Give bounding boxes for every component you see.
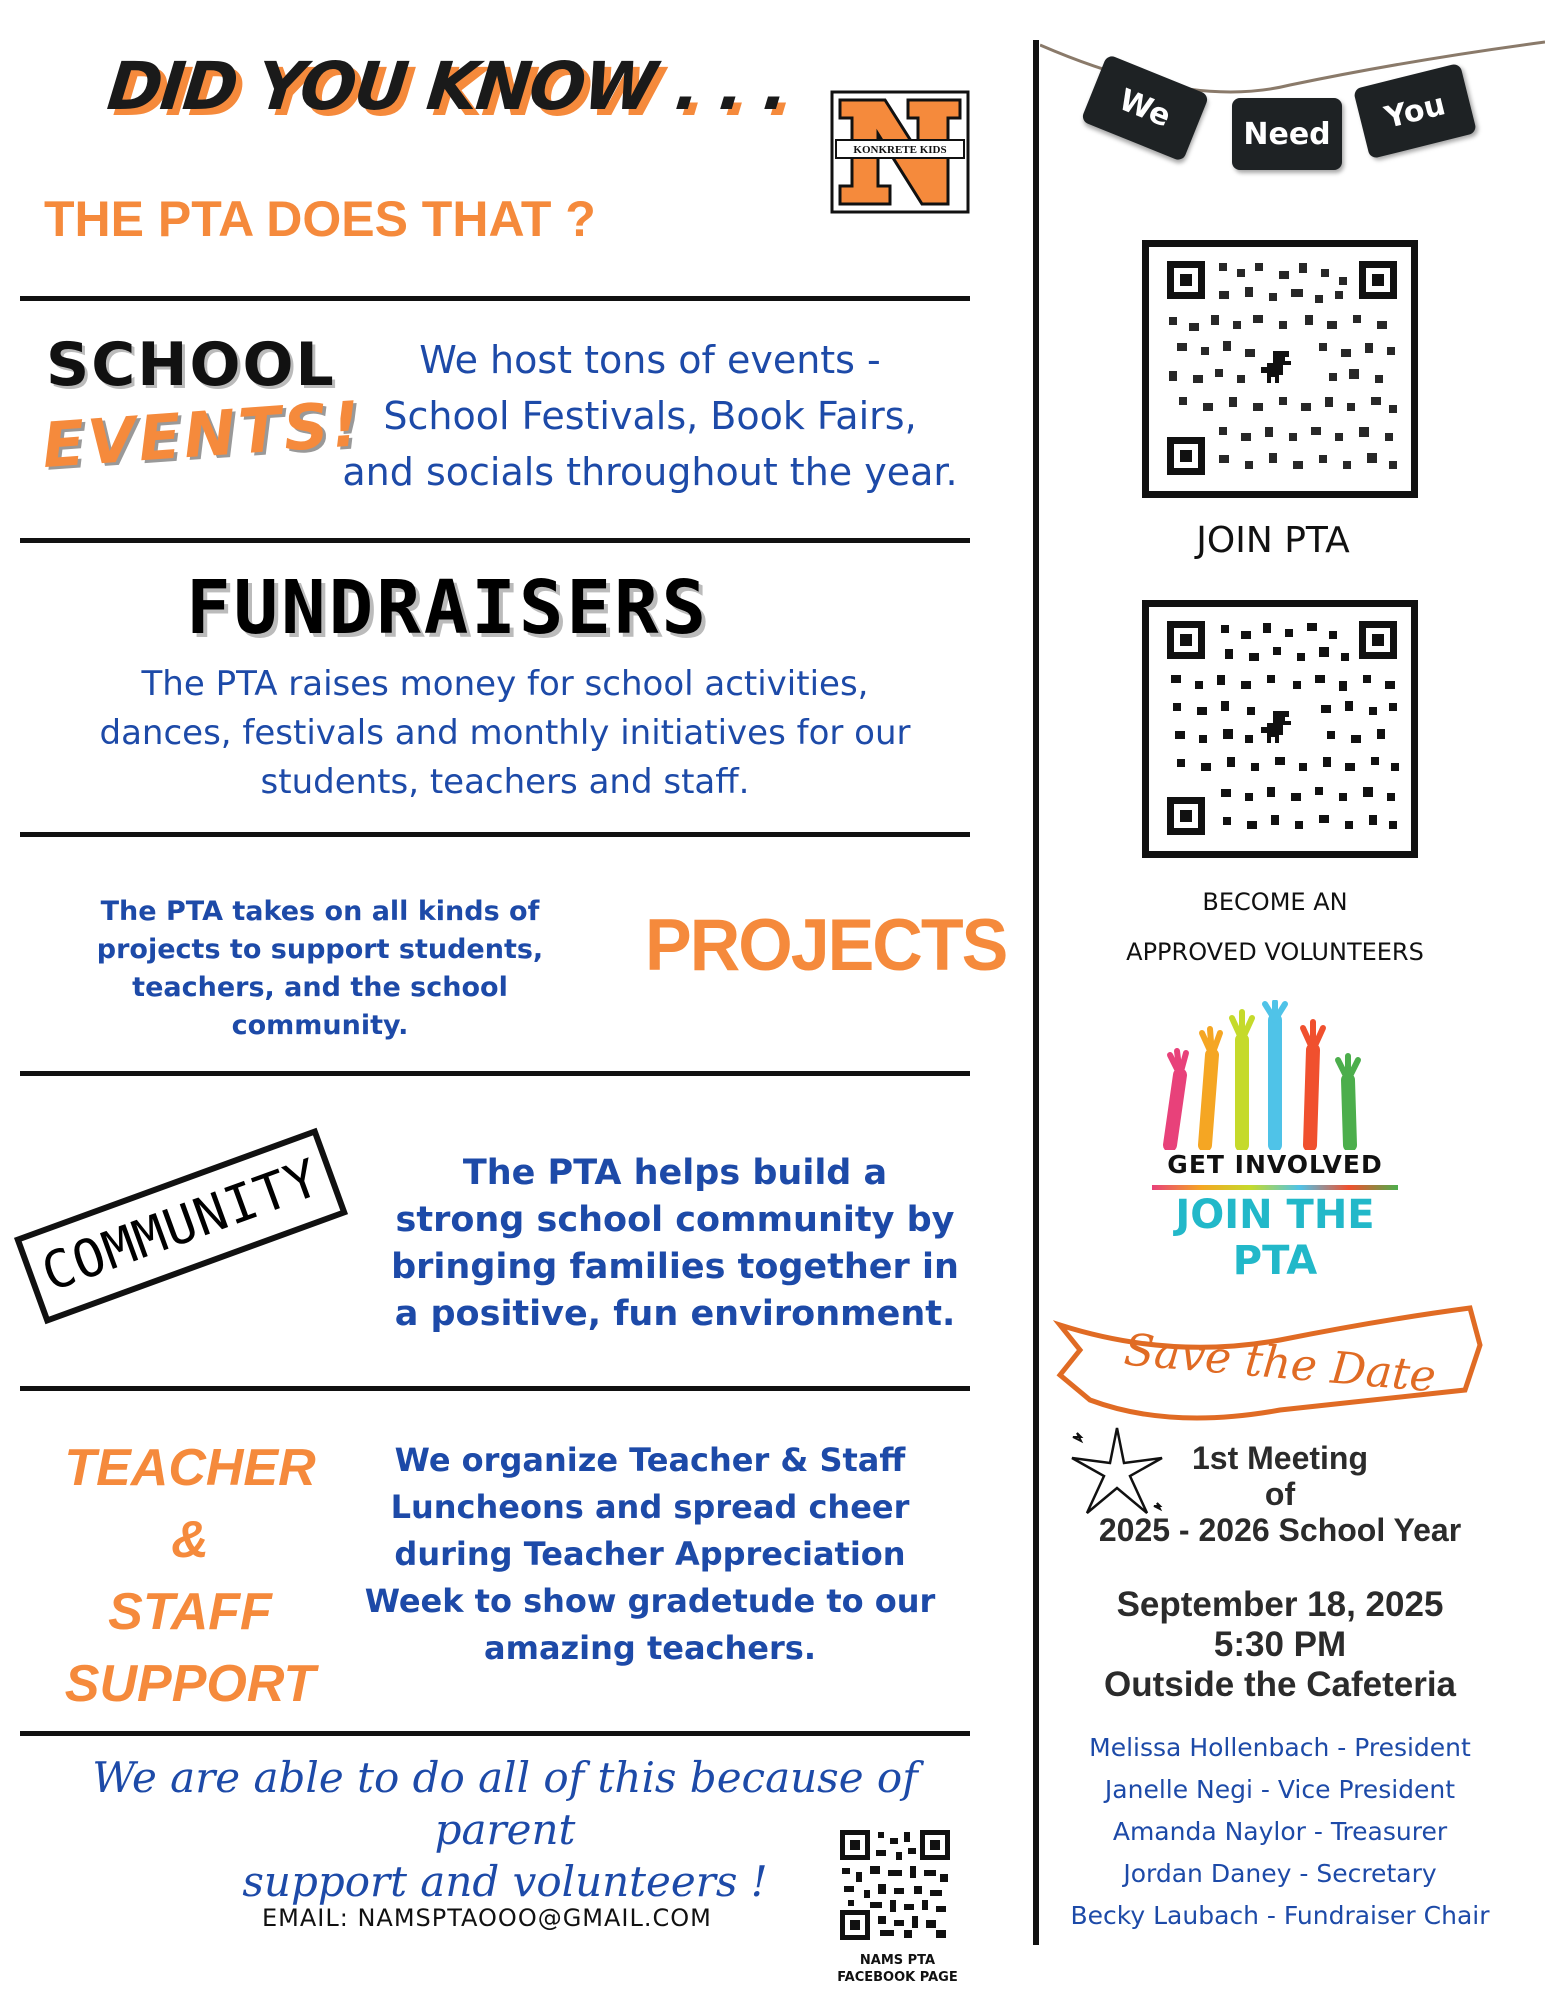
volunteer-label-line: BECOME AN: [1202, 888, 1348, 916]
teacher-staff-heading: [40, 1432, 340, 1720]
tag-you-text: You: [1381, 86, 1449, 136]
officer-item: Amanda Naylor - Treasurer: [1112, 1817, 1448, 1846]
projects-line: The PTA takes on all kinds of: [100, 896, 540, 927]
join-pta-label: JOIN PTA: [1196, 520, 1350, 561]
officers-list: [1060, 1727, 1500, 1937]
teacher-support-line: We organize Teacher & Staff: [394, 1441, 906, 1479]
facebook-qr-code[interactable]: [840, 1830, 950, 1940]
meeting-time: 5:30 PM: [1213, 1625, 1347, 1664]
get-involved-text: GET INVOLVED: [1167, 1150, 1383, 1179]
rainbow-bar: [1152, 1185, 1398, 1190]
pta-does-that-subtitle: THE PTA DOES THAT ?: [44, 191, 596, 247]
community-line: strong school community by: [395, 1200, 955, 1240]
join-pta-qr-code[interactable]: [1142, 240, 1418, 498]
school-heading: SCHOOL: [46, 330, 336, 400]
logo-text: KONKRETE KIDS: [853, 144, 947, 156]
officer-item: Melissa Hollenbach - President: [1089, 1733, 1471, 1762]
column-divider: [1033, 40, 1039, 1945]
projects-line: community.: [231, 1010, 409, 1041]
tag-need: [1232, 98, 1342, 170]
qr-pattern: [1149, 247, 1411, 491]
meeting-title: [1060, 1440, 1500, 1548]
we-need-you-banner: [1040, 30, 1545, 160]
projects-text: [70, 893, 570, 1045]
fb-caption-line: FACEBOOK PAGE: [837, 1970, 958, 1985]
email-address[interactable]: EMAIL: NAMSPTAOOO@GMAIL.COM: [262, 1904, 712, 1932]
fundraisers-text: [40, 660, 970, 807]
fundraisers-line: students, teachers and staff.: [260, 762, 750, 802]
tag-we-text: We: [1114, 81, 1176, 135]
meeting-details: [1060, 1585, 1500, 1705]
fundraisers-heading: FUNDRAISERS: [186, 565, 710, 651]
school-events-line: School Festivals, Book Fairs,: [383, 394, 917, 438]
community-badge: [14, 1128, 348, 1325]
konkrete-kids-logo: [830, 90, 970, 214]
officer-item: Janelle Negi - Vice President: [1104, 1775, 1456, 1804]
teacher-heading-line: SUPPORT: [64, 1655, 316, 1713]
projects-heading: PROJECTS: [645, 904, 1007, 986]
divider-6: [20, 1731, 970, 1736]
fb-caption-line: NAMS PTA: [859, 1953, 936, 1968]
teacher-heading-line: STAFF: [108, 1583, 272, 1641]
divider-1: [20, 296, 970, 301]
teacher-support-line: Week to show gradetude to our: [364, 1582, 936, 1620]
meeting-title-line: 2025 - 2026 School Year: [1098, 1512, 1462, 1548]
community-line: a positive, fun environment.: [394, 1294, 956, 1334]
projects-line: projects to support students,: [96, 934, 544, 965]
qr-pattern: [1149, 607, 1411, 851]
projects-line: teachers, and the school: [132, 972, 508, 1003]
officer-item: Jordan Daney - Secretary: [1123, 1859, 1437, 1888]
community-heading: COMMUNITY: [34, 1148, 328, 1304]
volunteer-label: [1090, 877, 1460, 977]
teacher-support-line: during Teacher Appreciation: [394, 1535, 906, 1573]
community-line: bringing families together in: [391, 1247, 959, 1287]
community-line: The PTA helps build a: [462, 1153, 888, 1193]
thank-you-line: We are able to do all of this because of parent: [92, 1753, 918, 1854]
tag-need-text: Need: [1243, 116, 1331, 152]
save-the-date-text: Save the Date: [1122, 1324, 1438, 1403]
did-you-know-heading: DID YOU KNOW . . .: [103, 48, 791, 125]
dino-icon: [1261, 351, 1291, 383]
facebook-page-caption: [815, 1952, 980, 1986]
teacher-support-line: amazing teachers.: [484, 1629, 816, 1667]
volunteer-label-line: APPROVED VOLUNTEERS: [1126, 938, 1424, 966]
fundraisers-line: dances, festivals and monthly initiatives for our: [99, 713, 911, 753]
get-involved-graphic: [1150, 1000, 1400, 1284]
thank-you-message: [40, 1752, 970, 1908]
raised-hands-icon: [1150, 1000, 1400, 1150]
meeting-title-line: 1st Meeting: [1191, 1440, 1369, 1476]
meeting-title-line: of: [1264, 1476, 1296, 1512]
volunteer-qr-code[interactable]: [1142, 600, 1418, 858]
divider-5: [20, 1386, 970, 1391]
meeting-date: September 18, 2025: [1116, 1585, 1444, 1624]
divider-2: [20, 538, 970, 543]
divider-3: [20, 832, 970, 837]
events-heading: EVENTS!: [39, 386, 365, 483]
thank-you-line: support and volunteers !: [242, 1857, 768, 1906]
teacher-support-line: Luncheons and spread cheer: [390, 1488, 910, 1526]
officer-item: Becky Laubach - Fundraiser Chair: [1070, 1901, 1490, 1930]
school-events-text: [330, 332, 970, 500]
dino-icon: [1261, 711, 1291, 743]
meeting-location: Outside the Cafeteria: [1103, 1665, 1457, 1704]
school-events-line: and socials throughout the year.: [342, 450, 958, 494]
teacher-heading-line: TEACHER &: [64, 1439, 316, 1569]
teacher-support-text: [350, 1437, 950, 1672]
divider-4: [20, 1071, 970, 1076]
school-events-line: We host tons of events -: [419, 338, 881, 382]
join-the-pta-text: JOIN THE PTA: [1175, 1192, 1375, 1284]
community-text: [375, 1150, 975, 1338]
fundraisers-line: The PTA raises money for school activities,: [141, 664, 869, 704]
